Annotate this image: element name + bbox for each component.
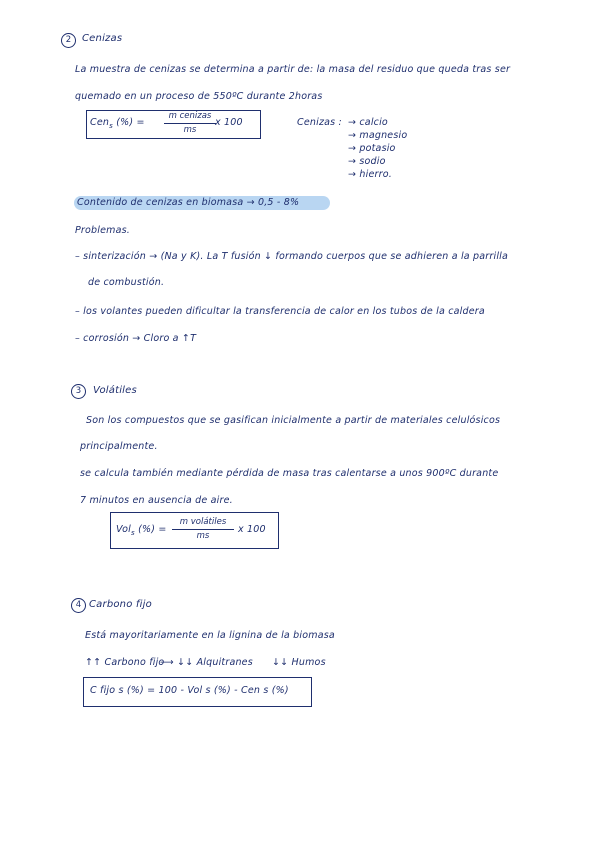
volatiles-text-line3: se calcula también mediante pérdida de masa tras calentarse a unos 900ºC durante (80, 468, 499, 479)
cenizas-formula-fraction-line (164, 123, 216, 124)
problem-sinterization-cont: de combustión. (88, 277, 165, 288)
cenizas-list-item: → hierro. (348, 169, 392, 180)
volatiles-text-line1: Son los compuestos que se gasifican inicialmente a partir de materiales celulósicos (86, 415, 501, 426)
section-title-carbono-fijo: Carbono fijo (89, 599, 152, 610)
problems-label: Problemas. (75, 225, 131, 236)
section-title-volatiles: Volátiles (93, 385, 137, 396)
cenizas-list-label: Cenizas : (297, 117, 342, 128)
problem-corrosion: – corrosión → Cloro a ↑T (75, 333, 197, 344)
volatiles-text-line4: 7 minutos en ausencia de aire. (80, 495, 233, 506)
cenizas-list-item: → potasio (348, 143, 396, 154)
carbono-smoke-down: ↓↓ Humos (272, 657, 326, 668)
section-number-2: 2 (61, 33, 76, 48)
formula-lhs-symbol: Cen (90, 117, 110, 128)
cenizas-formula-numerator: m cenizas (168, 111, 212, 121)
cenizas-list-item: → sodio (348, 156, 386, 167)
cenizas-formula-lhs (90, 117, 145, 130)
volatiles-formula-times: x 100 (238, 524, 266, 535)
volatiles-formula-lhs (116, 524, 167, 537)
cenizas-list-item: → calcio (348, 117, 388, 128)
section-number-3: 3 (71, 384, 86, 399)
cenizas-text-line2: quemado en un proceso de 550ºC durante 2horas (75, 91, 323, 102)
formula-lhs-sub: s (131, 528, 135, 537)
problem-sinterization: – sinterización → (Na y K). La T fusión ↓ formando cuerpos que se adhieren a la parrilla (75, 251, 509, 262)
volatiles-formula-numerator: m volátiles (179, 517, 227, 527)
carbono-text-line1: Está mayoritariamente en la lignina de la biomasa (85, 630, 335, 641)
volatiles-text-line2: principalmente. (80, 441, 158, 452)
volatiles-formula-fraction-line (172, 529, 234, 530)
carbono-carbon-up: ↑↑ Carbono fijo (85, 657, 165, 668)
section-title-cenizas: Cenizas (82, 33, 123, 44)
problem-heat-transfer: – los volantes pueden dificultar la transferencia de calor en los tubos de la caldera (75, 306, 485, 317)
volatiles-formula-denominator: ms (196, 531, 210, 541)
cenizas-text-line1: La muestra de cenizas se determina a partir de: la masa del residuo que queda tras ser (75, 64, 511, 75)
section-number-4: 4 (71, 598, 86, 613)
formula-lhs-sub: s (109, 121, 113, 130)
cenizas-formula-denominator: ms (183, 125, 197, 135)
carbono-formula: C fijo s (%) = 100 - Vol s (%) - Cen s (%) (90, 685, 289, 696)
cenizas-list-item: → magnesio (348, 130, 408, 141)
formula-lhs-rest: (%) = (138, 524, 167, 535)
formula-lhs-symbol: Vol (116, 524, 131, 535)
carbono-tar-down: ⟶ ↓↓ Alquitranes (160, 657, 253, 668)
formula-lhs-rest: (%) = (116, 117, 145, 128)
cenizas-content-range: Contenido de cenizas en biomasa → 0,5 - 8% (77, 197, 300, 208)
cenizas-formula-times: x 100 (215, 117, 243, 128)
